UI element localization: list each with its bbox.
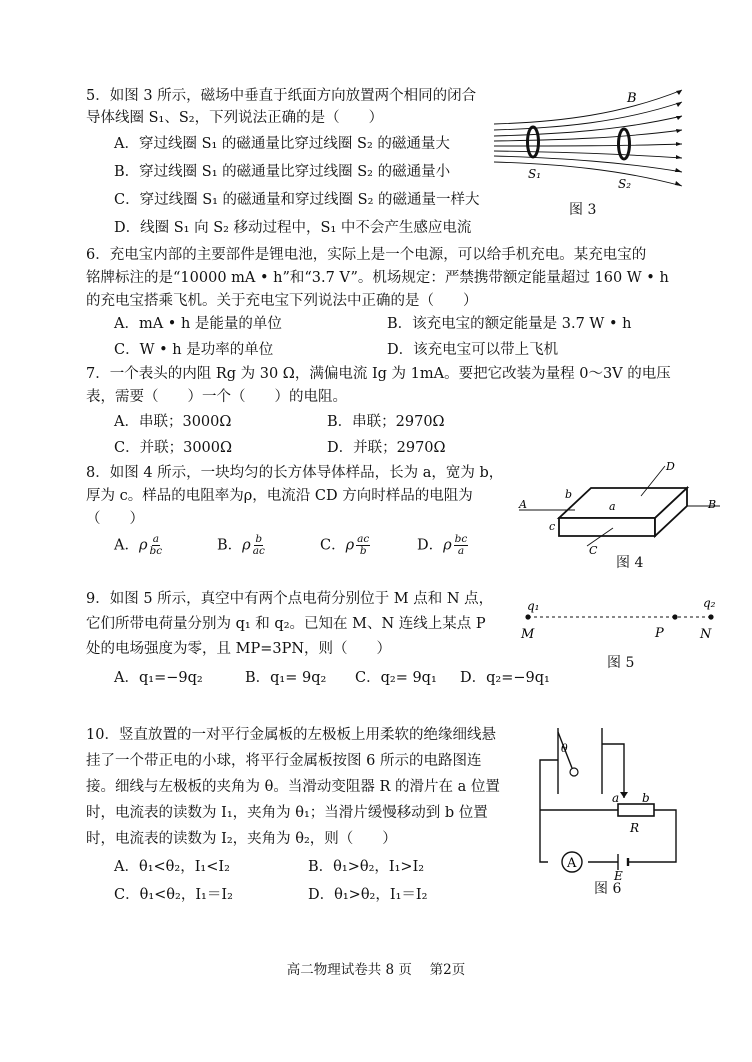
q10-option-d: D．θ₁>θ₂，I₁＝I₂ — [308, 887, 428, 903]
q9-option-d: D．q₂=−9q₁ — [460, 670, 550, 686]
fig3-caption: 图 3 — [569, 202, 597, 218]
fig6-label-r: R — [630, 821, 640, 835]
q10-option-b: B．θ₁>θ₂，I₁>I₂ — [308, 859, 425, 875]
q7-stem-line2: 表，需要（ ）一个（ ）的电阻。 — [86, 389, 347, 405]
fig6-label-b: b — [642, 791, 650, 805]
fig5-caption: 图 5 — [607, 655, 635, 671]
figure-4-conductor-block — [515, 458, 725, 558]
q7-option-d: D．并联；2970Ω — [327, 440, 446, 456]
q8-stem-line3: （ ） — [86, 511, 144, 527]
q8-a-numerator: a — [152, 533, 159, 545]
q6-stem-line3: 的充电宝搭乘飞机。关于充电宝下列说法中正确的是（ ） — [86, 293, 478, 309]
fig4-caption: 图 4 — [616, 555, 644, 571]
fig6-label-a: a — [612, 791, 620, 805]
q9-stem-line2: 它们所带电荷量分别为 q₁ 和 q₂。已知在 M、N 连线上某点 P — [86, 616, 486, 632]
fig4-label-thickness: c — [549, 520, 556, 533]
q7-option-a: A．串联；3000Ω — [114, 414, 232, 430]
q10-stem-line5: 时，电流表的读数为 I₂，夹角为 θ₂，则（ ） — [86, 831, 397, 847]
q8-option-c — [320, 534, 370, 557]
q7-option-b: B．串联；2970Ω — [327, 414, 445, 430]
q6-option-c: C．W • h 是功率的单位 — [114, 342, 274, 358]
q8-fraction-c — [356, 534, 370, 557]
q8-option-d — [417, 534, 468, 557]
q9-stem-line1: 9．如图 5 所示，真空中有两个点电荷分别位于 M 点和 N 点， — [86, 591, 494, 607]
fig6-label-e: E — [614, 869, 623, 883]
q8-b-numerator: b — [255, 533, 263, 545]
fig3-label-b: B — [627, 91, 637, 106]
q10-stem-line1: 10．竖直放置的一对平行金属板的左极板上用柔软的绝缘细线悬 — [86, 727, 496, 743]
q10-stem-line2: 挂了一个带正电的小球，将平行金属板按图 6 所示的电路图连 — [86, 753, 482, 769]
q9-stem-line3: 处的电场强度为零，且 MP=3PN，则（ ） — [86, 641, 392, 657]
page-footer: 高二物理试卷共 8 页 第2页 — [286, 962, 466, 978]
q8-rho-c: ρ — [345, 537, 355, 554]
fig4-label-length: a — [609, 500, 616, 513]
q5-option-a: A．穿过线圈 S₁ 的磁通量比穿过线圈 S₂ 的磁通量大 — [114, 136, 450, 152]
fig4-label-d: D — [666, 460, 675, 473]
q8-option-a — [114, 534, 162, 557]
q10-option-c: C．θ₁<θ₂，I₁＝I₂ — [114, 887, 233, 903]
fig5-label-n: N — [700, 627, 712, 642]
q6-stem-line2: 铭牌标注的是“10000 mA • h”和“3.7 V”。机场规定：严禁携带额定能量超过 160 W • h — [86, 270, 669, 286]
q6-option-a: A．mA • h 是能量的单位 — [114, 316, 282, 332]
q7-stem-line1: 7．一个表头的内阻 Rg 为 30 Ω，满偏电流 Ig 为 1mA。要把它改装为量程 0～3V 的电压 — [86, 366, 671, 382]
figure-6-circuit — [528, 720, 688, 883]
q8-rho-d: ρ — [443, 537, 452, 554]
q6-option-b: B．该充电宝的额定能量是 3.7 W • h — [387, 316, 632, 332]
q8-option-c-label: C． — [320, 537, 346, 554]
q8-rho-a: ρ — [138, 537, 148, 554]
figure-3-magnetic-field — [492, 86, 692, 196]
q8-fraction-b — [253, 534, 265, 557]
q5-option-b: B．穿过线圈 S₁ 的磁通量比穿过线圈 S₂ 的磁通量小 — [114, 164, 451, 180]
q8-option-a-label: A． — [114, 537, 139, 554]
q6-option-d: D．该充电宝可以带上飞机 — [387, 342, 559, 358]
q8-stem-line2: 厚为 c。样品的电阻率为ρ，电流沿 CD 方向时样品的电阻为 — [86, 488, 473, 504]
q8-option-b-label: B． — [217, 537, 243, 554]
fig3-label-s1: S₁ — [528, 167, 542, 181]
fig6-label-theta: θ — [561, 742, 568, 755]
q8-rho-b: ρ — [242, 537, 251, 554]
q8-b-denominator: ac — [252, 545, 265, 557]
fig6-caption: 图 6 — [594, 881, 622, 897]
q6-stem-line1: 6．充电宝内部的主要部件是锂电池，实际上是一个电源，可以给手机充电。某充电宝的 — [86, 247, 647, 263]
q5-stem-line2: 导体线圈 S₁、S₂，下列说法正确的是（ ） — [86, 110, 384, 126]
fig5-label-m: M — [521, 627, 535, 642]
q10-option-a: A．θ₁<θ₂，I₁<I₂ — [114, 859, 230, 875]
q8-fraction-d — [454, 534, 469, 557]
fig4-label-a: A — [519, 498, 527, 511]
q5-stem-line1: 5．如图 3 所示，磁场中垂直于纸面方向放置两个相同的闭合 — [86, 88, 477, 104]
q7-option-c: C．并联；3000Ω — [114, 440, 233, 456]
q8-option-b — [217, 534, 265, 557]
q8-a-denominator: bc — [149, 545, 163, 557]
q9-option-b: B．q₁= 9q₂ — [245, 670, 327, 686]
q5-option-c: C．穿过线圈 S₁ 的磁通量和穿过线圈 S₂ 的磁通量一样大 — [114, 192, 480, 208]
q8-c-numerator: ac — [357, 533, 370, 545]
fig5-label-q2: q₂ — [703, 596, 716, 610]
q8-stem-line1: 8．如图 4 所示，一块均匀的长方体导体样品，长为 a，宽为 b， — [86, 465, 504, 481]
q8-d-denominator: a — [457, 545, 465, 557]
fig3-label-s2: S₂ — [618, 177, 632, 191]
q5-option-d: D．线圈 S₁ 向 S₂ 移动过程中，S₁ 中不会产生感应电流 — [114, 220, 472, 236]
fig4-label-b-edge: B — [708, 498, 717, 511]
figure-5-point-charges — [515, 594, 745, 644]
fig6-ammeter-label: A — [567, 856, 577, 871]
q10-stem-line3: 接。细线与左极板的夹角为 θ。当滑动变阻器 R 的滑片在 a 位置 — [86, 779, 500, 795]
fig5-label-p: P — [655, 626, 664, 641]
fig4-label-c: C — [589, 544, 598, 557]
q8-fraction-a — [150, 534, 163, 557]
q9-option-c: C．q₂= 9q₁ — [355, 670, 437, 686]
q8-d-numerator: bc — [454, 533, 468, 545]
fig5-label-q1: q₁ — [527, 599, 540, 613]
fig4-label-width: b — [565, 488, 573, 501]
q8-c-denominator: b — [359, 545, 367, 557]
q10-stem-line4: 时，电流表的读数为 I₁，夹角为 θ₁；当滑片缓慢移动到 b 位置 — [86, 805, 488, 821]
q8-option-d-label: D． — [417, 537, 444, 554]
q9-option-a: A．q₁=−9q₂ — [114, 670, 203, 686]
